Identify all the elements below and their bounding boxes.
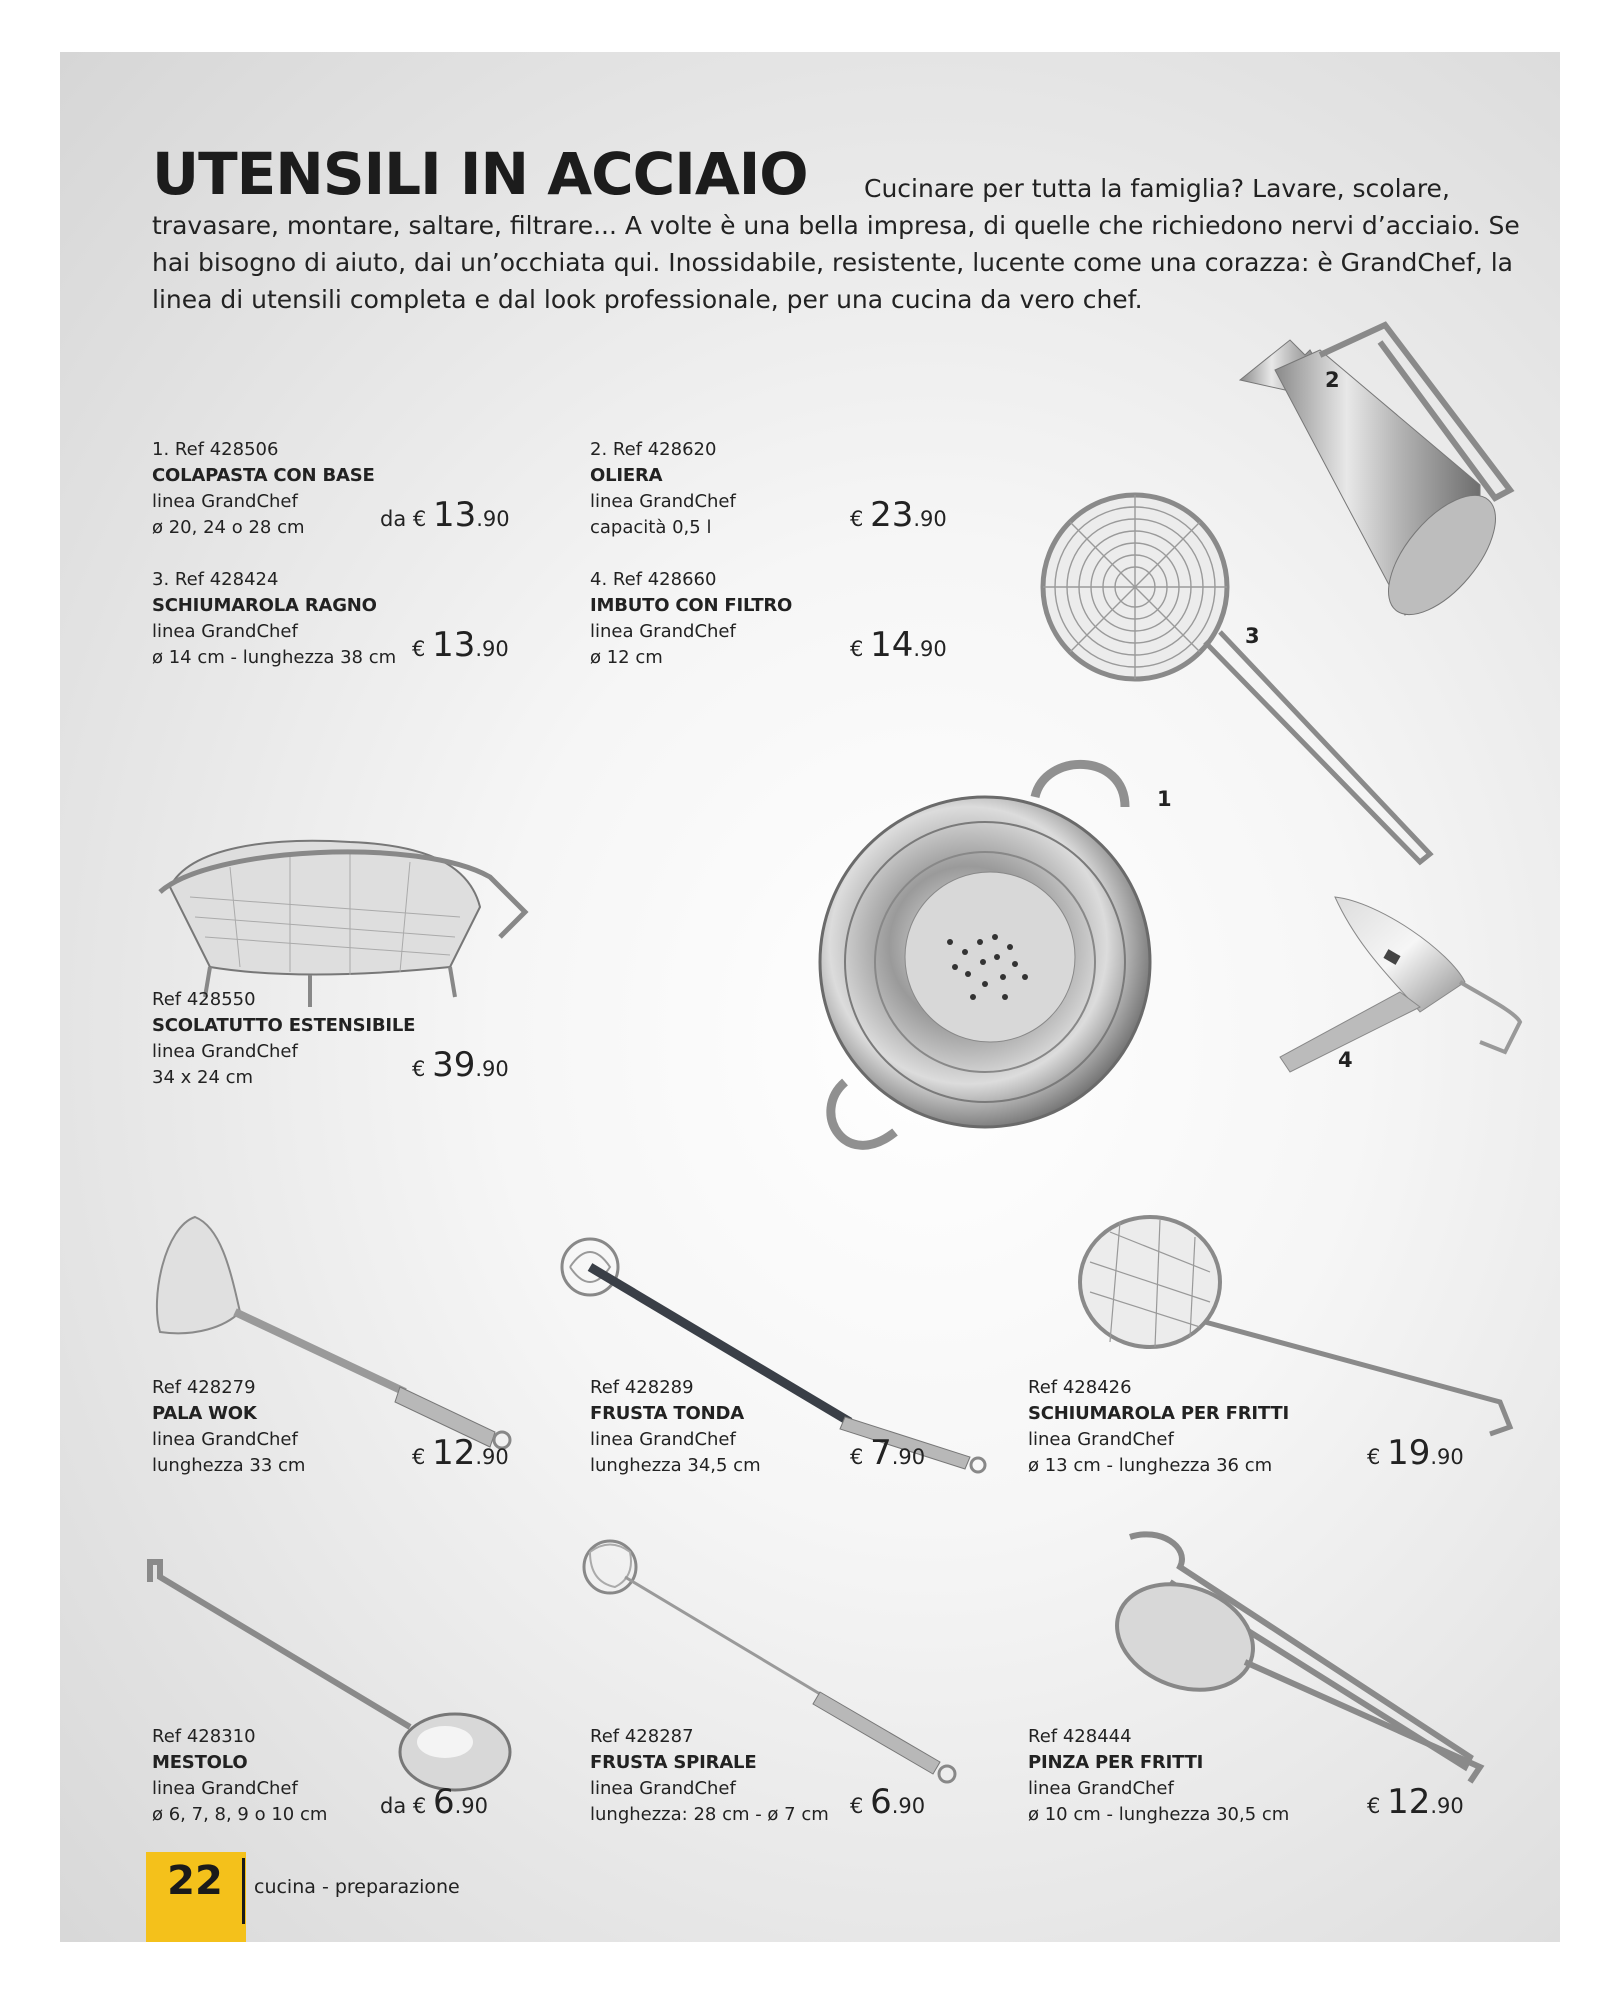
product-line: linea GrandChef (152, 1778, 298, 1799)
price-pala-wok (412, 1433, 509, 1473)
product-name: PINZA PER FRITTI (1028, 1752, 1204, 1773)
product-line: linea GrandChef (590, 1778, 736, 1799)
callout-number-3: 3 (1245, 624, 1260, 648)
price-prefix: € (412, 637, 426, 661)
product-schiumarola-fritti (1028, 1375, 1289, 1479)
product-pinza-fritti (1028, 1724, 1289, 1828)
product-line: linea GrandChef (152, 1041, 298, 1062)
price-integer: 19 (1387, 1433, 1431, 1473)
price-prefix: € (1367, 1794, 1381, 1818)
product-colapasta (152, 437, 375, 541)
price-prefix: da € (380, 507, 427, 531)
product-name: COLAPASTA CON BASE (152, 465, 375, 486)
product-ref: 3. Ref 428424 (152, 569, 279, 590)
intro-text: Cucinare per tutta la famiglia? Lavare, scolare, travasare, montare, saltare, filtrare... A volte è una bella impresa, di quelle che richiedono nervi d’acciaio. Se hai bisogno di aiuto, dai un’occhiata qui. Inossidabile, resistente, lucente come una corazza: è GrandChef, la linea di utensili completa e dal look professionale, per una cucina da vero chef. (152, 174, 1520, 314)
price-decimals: .90 (475, 637, 509, 661)
product-name: SCHIUMAROLA PER FRITTI (1028, 1403, 1289, 1424)
callout-number-4: 4 (1338, 1048, 1353, 1072)
product-ref: 4. Ref 428660 (590, 569, 717, 590)
price-prefix: € (850, 637, 864, 661)
product-name: OLIERA (590, 465, 663, 486)
callout-number-2: 2 (1325, 368, 1340, 392)
product-line: linea GrandChef (152, 1429, 298, 1450)
price-decimals: .90 (913, 637, 947, 661)
price-decimals: .90 (475, 1445, 509, 1469)
product-spec: ø 10 cm - lunghezza 30,5 cm (1028, 1804, 1290, 1825)
colander-illustration (805, 752, 1205, 1182)
product-name: IMBUTO CON FILTRO (590, 595, 793, 616)
product-spec: ø 12 cm (590, 647, 663, 668)
callout-number-1: 1 (1157, 787, 1172, 811)
product-spec: ø 13 cm - lunghezza 36 cm (1028, 1455, 1273, 1476)
product-ref: 1. Ref 428506 (152, 439, 279, 460)
product-line: linea GrandChef (590, 1429, 736, 1450)
product-spec: ø 14 cm - lunghezza 38 cm (152, 647, 397, 668)
price-colapasta (380, 495, 510, 535)
product-spec: lunghezza: 28 cm - ø 7 cm (590, 1804, 829, 1825)
price-integer: 12 (1387, 1782, 1431, 1822)
page-title: UTENSILI IN ACCIAIO (152, 140, 808, 208)
product-mestolo (152, 1724, 327, 1828)
product-scolatutto (152, 987, 415, 1091)
product-name: MESTOLO (152, 1752, 248, 1773)
price-prefix: € (412, 1057, 426, 1081)
product-name: FRUSTA TONDA (590, 1403, 744, 1424)
price-integer: 13 (432, 495, 477, 535)
product-schiumarola-ragno (152, 567, 396, 671)
price-integer: 12 (432, 1433, 476, 1473)
price-decimals: .90 (891, 1445, 926, 1469)
price-decimals: .90 (913, 507, 947, 531)
product-ref: Ref 428310 (152, 1726, 256, 1747)
catalog-page (60, 52, 1560, 1942)
price-prefix: € (850, 507, 864, 531)
price-integer: 39 (432, 1045, 476, 1085)
price-decimals: .90 (891, 1794, 926, 1818)
price-prefix: € (412, 1445, 426, 1469)
footer-divider (242, 1858, 245, 1924)
product-spec: capacità 0,5 l (590, 517, 712, 538)
price-pinza-fritti (1367, 1782, 1464, 1822)
price-scolatutto (412, 1045, 509, 1085)
price-integer: 13 (432, 625, 476, 665)
product-ref: Ref 428279 (152, 1377, 256, 1398)
product-spec: 34 x 24 cm (152, 1067, 254, 1088)
price-mestolo (380, 1782, 488, 1822)
price-oliera (850, 495, 947, 535)
price-decimals: .90 (1430, 1445, 1464, 1469)
product-spec: ø 20, 24 o 28 cm (152, 517, 305, 538)
price-schiumarola-fritti (1367, 1433, 1464, 1473)
price-decimals: .90 (1430, 1794, 1464, 1818)
price-decimals: .90 (476, 507, 510, 531)
price-schiumarola-ragno (412, 625, 509, 665)
price-frusta-tonda (850, 1433, 925, 1473)
product-imbuto (590, 567, 792, 671)
price-imbuto (850, 625, 947, 665)
product-pala-wok (152, 1375, 305, 1479)
price-integer: 6 (870, 1782, 892, 1822)
price-decimals: .90 (454, 1794, 488, 1818)
price-prefix: € (850, 1445, 864, 1469)
product-spec: ø 6, 7, 8, 9 o 10 cm (152, 1804, 328, 1825)
product-frusta-tonda (590, 1375, 761, 1479)
price-prefix: da € (380, 1794, 427, 1818)
product-spec: lunghezza 33 cm (152, 1455, 306, 1476)
product-line: linea GrandChef (1028, 1429, 1174, 1450)
price-decimals: .90 (475, 1057, 509, 1081)
product-line: linea GrandChef (152, 491, 298, 512)
page-number: 22 (167, 1858, 223, 1904)
price-prefix: € (850, 1794, 864, 1818)
product-ref: Ref 428426 (1028, 1377, 1132, 1398)
product-name: PALA WOK (152, 1403, 257, 1424)
price-integer: 14 (870, 625, 914, 665)
product-line: linea GrandChef (590, 621, 736, 642)
funnel-illustration (1280, 892, 1560, 1092)
product-ref: Ref 428287 (590, 1726, 694, 1747)
product-spec: lunghezza 34,5 cm (590, 1455, 761, 1476)
product-line: linea GrandChef (152, 621, 298, 642)
product-ref: Ref 428550 (152, 989, 256, 1010)
product-name: SCOLATUTTO ESTENSIBILE (152, 1015, 416, 1036)
product-name: SCHIUMAROLA RAGNO (152, 595, 377, 616)
product-ref: 2. Ref 428620 (590, 439, 717, 460)
product-name: FRUSTA SPIRALE (590, 1752, 757, 1773)
product-frusta-spirale (590, 1724, 829, 1828)
price-prefix: € (1367, 1445, 1381, 1469)
product-line: linea GrandChef (590, 491, 736, 512)
price-integer: 7 (870, 1433, 892, 1473)
product-ref: Ref 428444 (1028, 1726, 1132, 1747)
price-integer: 6 (432, 1782, 455, 1822)
price-integer: 23 (870, 495, 914, 535)
product-ref: Ref 428289 (590, 1377, 694, 1398)
product-oliera (590, 437, 736, 541)
price-frusta-spirale (850, 1782, 925, 1822)
section-label: cucina - preparazione (254, 1876, 460, 1898)
product-line: linea GrandChef (1028, 1778, 1174, 1799)
